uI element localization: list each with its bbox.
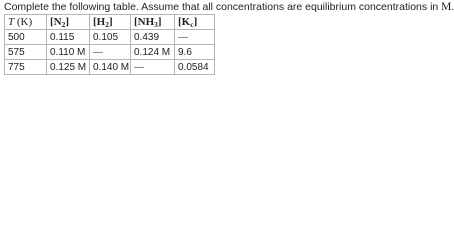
cell-nh3-blank: — bbox=[131, 60, 175, 75]
cell-kc-blank: — bbox=[175, 30, 215, 45]
cell-nh3: 0.124 M bbox=[131, 45, 175, 60]
cell-n2: 0.125 M bbox=[47, 60, 90, 75]
cell-h2: 0.140 M bbox=[90, 60, 131, 75]
header-kc: [Kc] bbox=[175, 15, 215, 30]
cell-n2: 0.110 M bbox=[47, 45, 90, 60]
table-row bbox=[5, 60, 215, 75]
instructions-main: Complete the following table. Assume that all concentrations are equilibrium concentrations in bbox=[4, 1, 439, 13]
instructions-unit: M bbox=[441, 1, 452, 13]
instructions-text bbox=[4, 1, 454, 13]
cell-n2: 0.115 bbox=[47, 30, 90, 45]
cell-nh3: 0.439 bbox=[131, 30, 175, 45]
header-temperature: T (K) bbox=[5, 15, 47, 30]
cell-temperature: 500 bbox=[5, 30, 47, 45]
cell-kc: 0.0584 bbox=[175, 60, 215, 75]
table-header-row bbox=[5, 15, 215, 30]
header-n2: [N2] bbox=[47, 15, 90, 30]
cell-kc: 9.6 bbox=[175, 45, 215, 60]
table-row bbox=[5, 30, 215, 45]
cell-h2-blank: — bbox=[90, 45, 131, 60]
header-nh3: [NH3] bbox=[131, 15, 175, 30]
equilibrium-table bbox=[4, 14, 215, 75]
cell-temperature: 775 bbox=[5, 60, 47, 75]
cell-h2: 0.105 bbox=[90, 30, 131, 45]
header-h2: [H2] bbox=[90, 15, 131, 30]
cell-temperature: 575 bbox=[5, 45, 47, 60]
table-row bbox=[5, 45, 215, 60]
